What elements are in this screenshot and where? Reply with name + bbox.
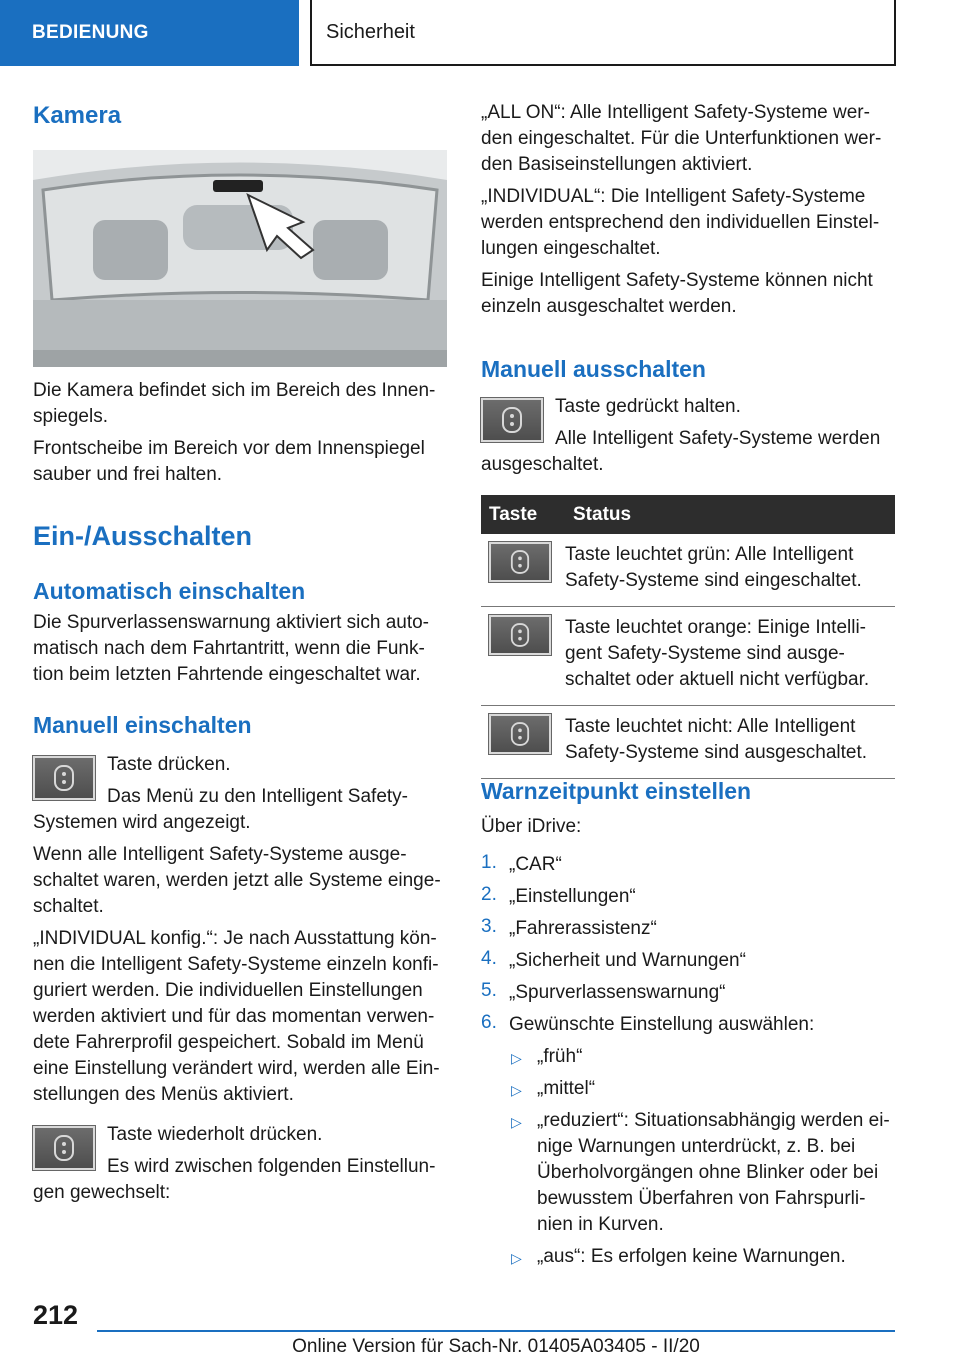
- status-line: Taste leuchtet orange: Einige Intelli-: [565, 617, 867, 638]
- idrive-text: Über iDrive:: [481, 816, 582, 837]
- auto-text-1: Die Spurverlassenswarnung aktiviert sich auto-: [33, 612, 430, 633]
- status-table: [481, 495, 895, 779]
- me-text-4a: „INDIVIDUAL konfig.“: Je nach Ausstattung kön-: [33, 928, 437, 949]
- option-text: „mittel“: [537, 1078, 596, 1099]
- me-text-3b: schaltet waren, werden jetzt alle Systeme einge-: [33, 870, 441, 891]
- status-line: Safety-Systeme sind ausgeschaltet.: [565, 742, 868, 763]
- step-number: 1.: [481, 852, 497, 873]
- table-row: [481, 607, 895, 706]
- option-text: nige Warnungen unterdrückt, z. B. bei: [537, 1136, 856, 1157]
- einige-text-a: Einige Intelligent Safety-Systeme können nicht: [481, 270, 873, 291]
- status-line: Taste leuchtet nicht: Alle Intelligent: [565, 716, 856, 737]
- option-text: „aus“: Es erfolgen keine Warnungen.: [537, 1246, 846, 1267]
- table-cell-icon: [481, 534, 565, 607]
- table-cell-status: [565, 607, 895, 706]
- step-text: „Fahrerassistenz“: [509, 918, 657, 939]
- indiv-text-c: lungen eingeschaltet.: [481, 238, 661, 259]
- safety-button-icon: [481, 398, 543, 442]
- option-text: „früh“: [537, 1046, 583, 1067]
- section-tab: [0, 0, 299, 66]
- kamera-text-1a: Die Kamera befindet sich im Bereich des Innen-: [33, 380, 436, 401]
- col-header-status: Status: [565, 495, 895, 534]
- step-text: „Sicherheit und Warnungen“: [509, 950, 746, 971]
- triangle-bullet-icon: ▷: [511, 1114, 522, 1130]
- step-text: Gewünschte Einstellung auswählen:: [509, 1014, 815, 1035]
- triangle-bullet-icon: ▷: [511, 1250, 522, 1266]
- option-text: Überholvorgängen ohne Blinker oder bei: [537, 1162, 879, 1183]
- allon-text-c: den Basiseinstellungen aktiviert.: [481, 154, 753, 175]
- einige-text-b: einzeln ausgeschaltet werden.: [481, 296, 737, 317]
- step-text: „CAR“: [509, 854, 562, 875]
- me-text-5: Taste wiederholt drücken.: [107, 1124, 323, 1145]
- status-line: gent Safety-Systeme sind ausge-: [565, 643, 845, 664]
- me-text-4b: nen die Intelligent Safety-Systeme einzeln konfi-: [33, 954, 439, 975]
- col-header-taste: Taste: [481, 495, 565, 534]
- status-line: schaltet oder aktuell nicht verfügbar.: [565, 669, 870, 690]
- me-text-6a: Es wird zwischen folgenden Einstellun-: [107, 1156, 436, 1177]
- chapter-label: Sicherheit: [326, 20, 415, 43]
- safety-button-icon: [489, 615, 551, 655]
- triangle-bullet-icon: ▷: [511, 1082, 522, 1098]
- me-text-4e: dete Fahrerprofil gespeichert. Sobald im Menü: [33, 1032, 424, 1053]
- ma-text-1: Taste gedrückt halten.: [555, 396, 741, 417]
- table-cell-status: [565, 534, 895, 607]
- indiv-text-a: „INDIVIDUAL“: Die Intelligent Safety-Systeme: [481, 186, 866, 207]
- kamera-text-2b: sauber und frei halten.: [33, 464, 223, 485]
- table-cell-icon: [481, 607, 565, 706]
- step-number: 6.: [481, 1012, 497, 1033]
- ma-text-2b: ausgeschaltet.: [481, 454, 604, 475]
- heading-automatisch: Automatisch einschalten: [33, 578, 306, 604]
- heading-ein-aus: Ein-/Ausschalten: [33, 521, 253, 551]
- step-text: „Einstellungen“: [509, 886, 636, 907]
- kamera-text-1b: spiegels.: [33, 406, 108, 427]
- footer-divider: [97, 1330, 895, 1332]
- status-line: Taste leuchtet grün: Alle Intelligent: [565, 544, 854, 565]
- table-row: [481, 534, 895, 607]
- allon-text-a: „ALL ON“: Alle Intelligent Safety-Systeme wer-: [481, 102, 870, 123]
- me-text-4g: stellungen des Menüs aktiviert.: [33, 1084, 294, 1105]
- step-number: 5.: [481, 980, 497, 1001]
- status-line: Safety-Systeme sind eingeschaltet.: [565, 570, 862, 591]
- step-number: 3.: [481, 916, 497, 937]
- me-text-4f: eine Einstellung verändert wird, werden alle Ein-: [33, 1058, 440, 1079]
- me-text-3a: Wenn alle Intelligent Safety-Systeme ausge-: [33, 844, 407, 865]
- auto-text-2: matisch nach dem Fahrtantritt, wenn die Funk-: [33, 638, 425, 659]
- chapter-tab: [310, 0, 896, 66]
- me-text-6b: gen gewechselt:: [33, 1182, 171, 1203]
- safety-button-icon: [489, 542, 551, 582]
- option-text: „reduziert“: Situationsabhängig werden ei-: [537, 1110, 890, 1131]
- triangle-bullet-icon: ▷: [511, 1050, 522, 1066]
- step-text: „Spurverlassenswarnung“: [509, 982, 726, 1003]
- option-text: bewusstem Überfahren von Fahrspurli-: [537, 1188, 866, 1209]
- heading-kamera: Kamera: [33, 102, 122, 129]
- heading-warnzeitpunkt: Warnzeitpunkt einstellen: [481, 778, 752, 804]
- table-cell-icon: [481, 706, 565, 779]
- safety-button-icon: [489, 714, 551, 754]
- heading-manuell-ein: Manuell einschalten: [33, 712, 252, 738]
- kamera-text-2a: Frontscheibe im Bereich vor dem Innenspiegel: [33, 438, 425, 459]
- safety-button-icon: [33, 756, 95, 800]
- me-text-2a: Das Menü zu den Intelligent Safety-: [107, 786, 409, 807]
- page-number: 212: [33, 1300, 79, 1330]
- me-text-1: Taste drücken.: [107, 754, 231, 775]
- me-text-3c: schaltet.: [33, 896, 104, 917]
- table-cell-status: [565, 706, 895, 779]
- me-text-2b: Systemen wird angezeigt.: [33, 812, 251, 833]
- auto-text-3: tion beim letzten Fahrtende eingeschaltet war.: [33, 664, 421, 685]
- option-text: nien in Kurven.: [537, 1214, 664, 1235]
- section-label: BEDIENUNG: [32, 22, 149, 43]
- camera-windshield-photo: [33, 150, 447, 367]
- step-number: 4.: [481, 948, 497, 969]
- footer-text: Online Version für Sach-Nr. 01405A03405 - II/20: [292, 1336, 700, 1357]
- heading-manuell-aus: Manuell ausschalten: [481, 356, 706, 382]
- me-text-4c: guriert werden. Die individuellen Einstellungen: [33, 980, 423, 1001]
- table-row: [481, 706, 895, 779]
- ma-text-2a: Alle Intelligent Safety-Systeme werden: [555, 428, 881, 449]
- safety-button-icon: [33, 1126, 95, 1170]
- indiv-text-b: werden entsprechend den individuellen Einstel-: [481, 212, 880, 233]
- allon-text-b: den eingeschaltet. Für die Unterfunktionen wer-: [481, 128, 882, 149]
- table-header-row: [481, 495, 895, 534]
- me-text-4d: werden aktiviert und für das momentan verwen-: [33, 1006, 435, 1027]
- step-number: 2.: [481, 884, 497, 905]
